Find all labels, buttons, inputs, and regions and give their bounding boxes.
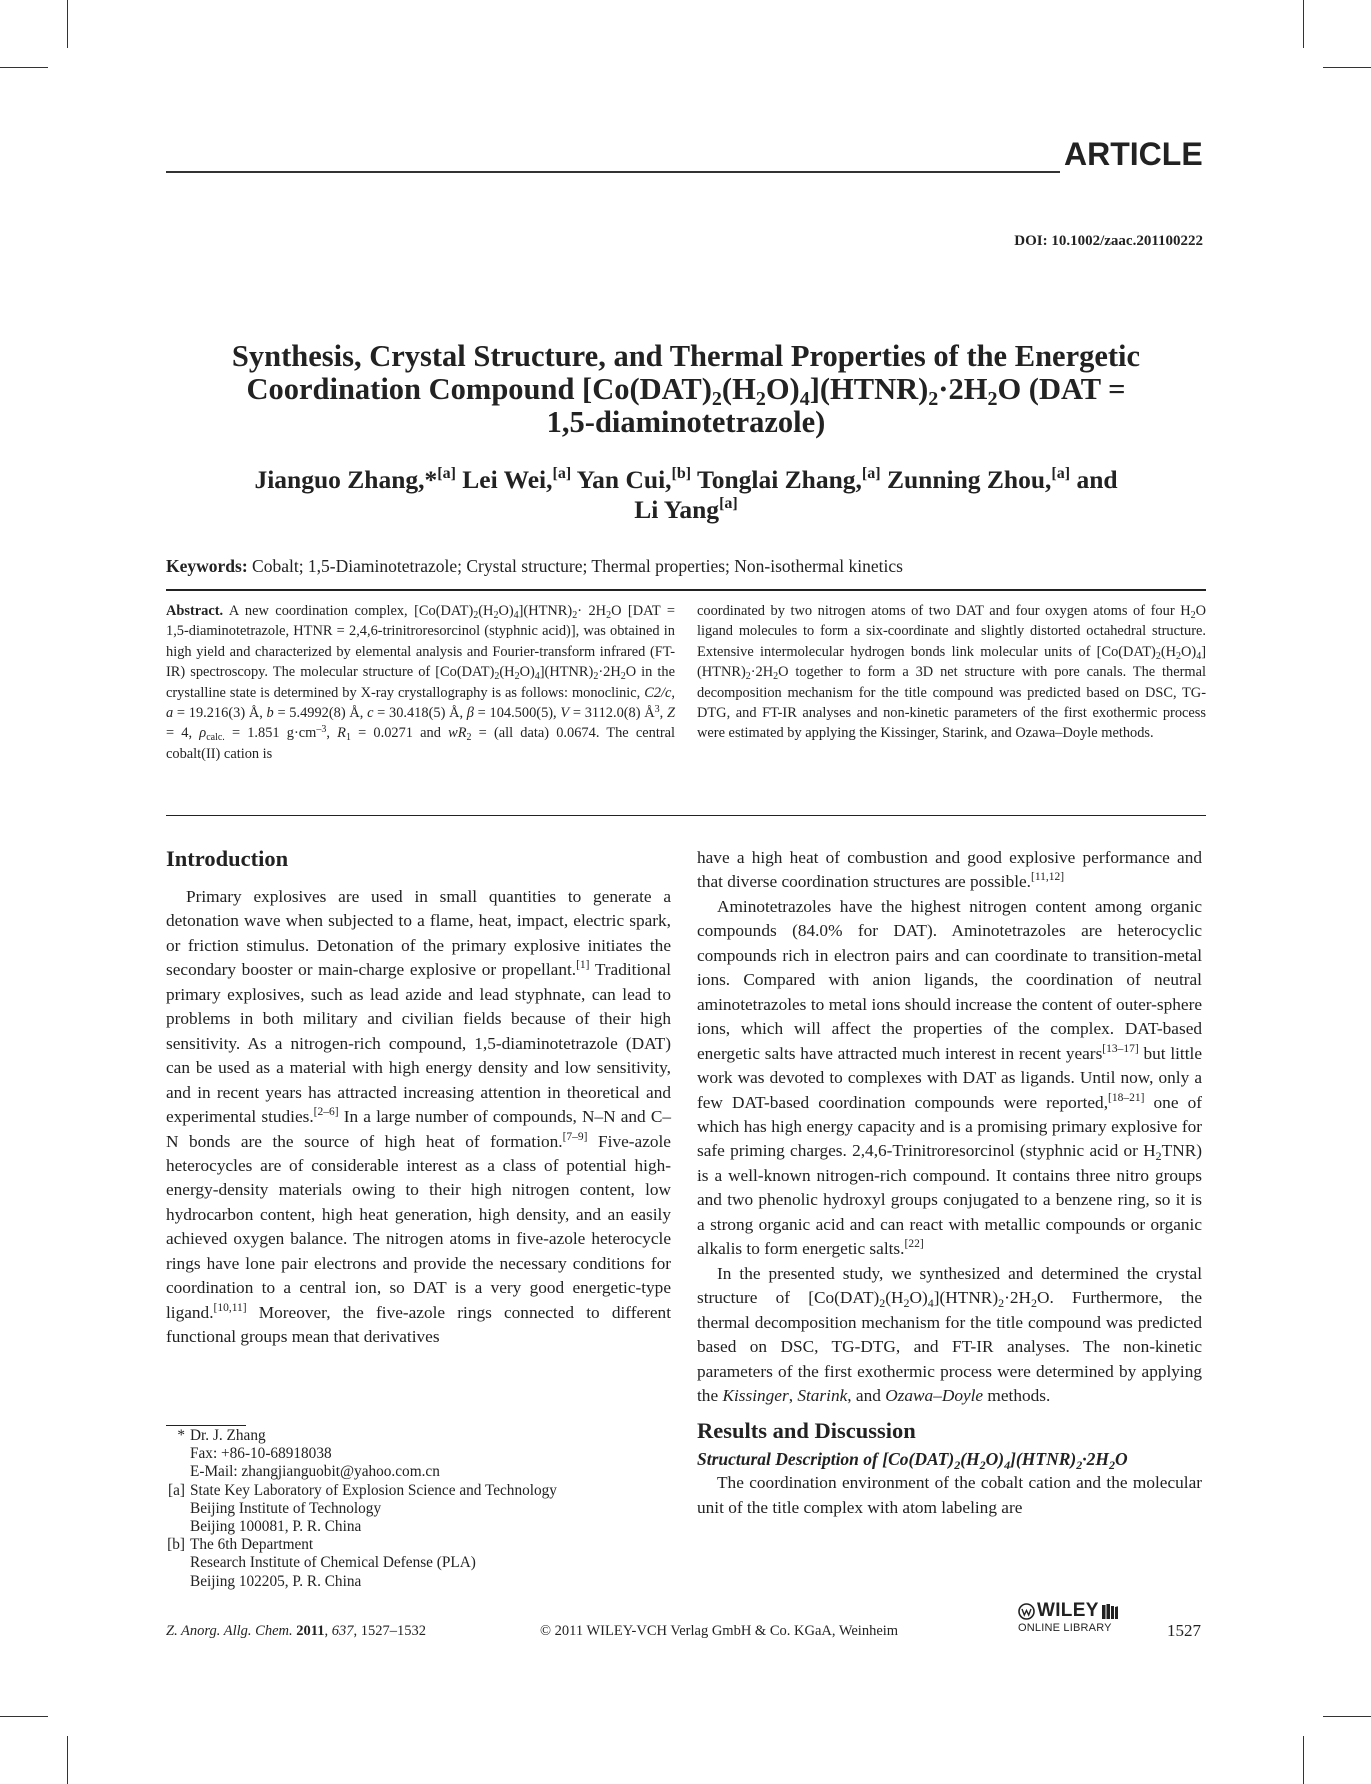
subsection-heading: Structural Description of $[Co(DAT)_2(H_2O)_4](HTNR)_2\cdot 2H_2O$: [697, 1449, 1128, 1473]
title-line: 1,5-diaminotetrazole): [546, 405, 826, 439]
books-icon: [1101, 1603, 1119, 1620]
copyright: © 2011 WILEY-VCH Verlag GmbH & Co. KGaA, Weinheim: [540, 1623, 899, 1639]
abstract-right: coordinated by two nitrogen atoms of two DAT and four oxygen atoms of four $H_2O$ ligand molecules to form a six-coordinate and slightly distorted octahedral structure. Extensive intermolecular hydrogen bonds link molecular units of $[Co(DAT)_2(H_2O)_4](HTNR)_2\cdot 2H_2O$ together to form a 3D net structure with pore canals. The thermal decomposition mechanism for the title compound was predicted based on DSC, TG-DTG, and FT-IR analyses and non-kinetic parameters of the first exothermic process were estimated by applying the Kissinger, Starink, and Ozawa–Doyle methods.: [697, 603, 1206, 742]
keywords: Keywords: Cobalt; 1,5-Diaminotetrazole; Crystal structure; Thermal properties; Non-isothermal kinetics: [166, 556, 903, 576]
paragraph: Primary explosives are used in small quantities to generate a detonation wave when subjected to a flame, heat, impact, electric spark, or friction stimulus. Detonation of the primary explosive initiates the secondary booster or main-charge explosive or propellant.[1] Traditional primary explosives, such as lead azide and lead styphnate, can lead to problems in both military and civilian fields because of their high sensitivity. As a nitrogen-rich compound, 1,5-diaminotetrazole (DAT) can be used as a material with high energy density and low sensitivity, and in recent years has attracted increasing attention in theoretical and experimental studies.[2–6] In a large number of compounds, N–N and C–N bonds are the source of high heat of formation.[7–9] Five-azole heterocycles are of considerable interest as a class of potential high-energy-density materials owing to their high nitrogen content, low hydrocarbon content, high heat generation, high density, and an easily achieved oxygen balance. The nitrogen atoms in five-azole heterocycle rings have lone pair electrons and provide the necessary conditions for coordination to a central ion, so DAT is a very good energetic-type ligand.[10,11] Moreover, the five-azole rings connected to different functional groups mean that derivatives: [166, 887, 671, 1347]
crop-mark: [0, 1716, 48, 1717]
section-heading: Introduction: [166, 846, 289, 871]
crop-mark: [0, 67, 48, 68]
paragraph: have a high heat of combustion and good explosive performance and that diverse coordination structures are possible.[11,12]: [697, 848, 1202, 892]
journal-citation: Z. Anorg. Allg. Chem. 2011, 637, 1527–1532: [166, 1623, 426, 1639]
title-line: Synthesis, Crystal Structure, and Thermal Properties of the Energetic: [231, 339, 1141, 373]
paper-title: [166, 340, 1206, 439]
title-line: Coordination Compound $[Co(DAT)_2(H_2O)_4](HTNR)_2\cdot 2H_2O$ (DAT =: [246, 372, 1126, 410]
crop-mark: [1323, 67, 1371, 68]
footnote-rule: [166, 1425, 246, 1426]
page-number: 1527: [1167, 1621, 1201, 1640]
section-heading: Results and Discussion: [697, 1418, 916, 1444]
wiley-mark-icon: [1018, 1603, 1035, 1620]
abstract-rule: [166, 815, 1206, 816]
crop-mark: [1323, 1716, 1371, 1717]
paragraph: Aminotetrazoles have the highest nitrogen content among organic compounds (84.0% for DAT). Aminotetrazoles are heterocyclic compounds rich in electron pairs and can coordinate to transition-metal ions. Compared with anion ligands, the coordination of neutral aminotetrazoles to metal ions should increase the content of outer-sphere ions, which will affect the properties of the complex. DAT-based energetic salts have attracted much interest in recent years[13–17] but little work was devoted to complexes with DAT as ligands. Until now, only a few DAT-based coordination compounds were reported,[18–21] one of which has high energy capacity and is a promising primary explosive for safe priming charges. 2,4,6-Trinitroresorcinol (styphnic acid or $H_2TNR$) is a well-known nitrogen-rich compound. It contains three nitro groups and two phenolic hydroxyl groups conjugated to a benzene ring, so it is a strong organic acid and can react with metallic compounds or organic alkalis to form energetic salts.[22]: [697, 896, 1202, 1259]
footnotes: * Dr. J. Zhang Fax: +86-10-68918038 E-Mail: zhangjianguobit@yahoo.com.cn [a] State Key Laboratory of Explosion Science and Technology Beijing Institute of Technology Beijing 100081, P. R. China [b] The 6th Department Research Institute of Chemical Defense (PLA) Beijing 102205, P. R. China: [167, 1427, 557, 1590]
body-right-column: [697, 846, 1202, 1520]
header-rule: [166, 171, 1060, 173]
crop-mark: [1303, 0, 1304, 48]
section-label: ARTICLE: [1064, 136, 1203, 172]
body-left-column: [166, 846, 671, 1350]
author-list: Jianguo Zhang,*[a] Lei Wei,[a] Yan Cui,[b] Tonglai Zhang,[a] Zunning Zhou,[a] and Li Yang[a]: [254, 465, 1118, 524]
crop-mark: [67, 1736, 68, 1784]
wiley-online-library-logo: WILEY ONLINE LIBRARY: [1018, 1600, 1120, 1634]
crop-mark: [1303, 1736, 1304, 1784]
paragraph: The coordination environment of the cobalt cation and the molecular unit of the title complex with atom labeling are: [697, 1473, 1202, 1517]
doi: DOI: 10.1002/zaac.201100222: [1014, 233, 1203, 249]
crop-mark: [67, 0, 68, 48]
paragraph: In the presented study, we synthesized and determined the crystal structure of $[Co(DAT)_2(H_2O)_4](HTNR)_2\cdot 2H_2O$. Furthermore, the thermal decomposition mechanism for the title compound was predicted based on DSC, TG-DTG, and FT-IR analyses. The non-kinetic parameters of the first exothermic process were determined by applying the Kissinger, Starink, and Ozawa–Doyle methods.: [697, 1263, 1202, 1405]
abstract-left: Abstract. A new coordination complex, $[Co(DAT)_2(H_2O)_4](HTNR)_2\cdot 2H_2O$ [DAT = 1,5-diaminotetrazole, HTNR = 2,4,6-trinitroresorcinol (styphnic acid)], was obtained in high yield and characterized by elemental analysis and Fourier-transform infrared (FT-IR) spectroscopy. The molecular structure of $[Co(DAT)_2(H_2O)_4](HTNR)_2\cdot 2H_2O$ in the crystalline state is determined by X-ray crystallography is as follows: monoclinic, C2/c, a = 19.216(3) Å, b = 5.4992(8) Å, c = 30.418(5) Å, β = 104.500(5), V = 3112.0(8) $Å^3$, Z = 4, $\rho_{calc.} = 1.851$ $g\cdot cm^{-3}$, $R_1 = 0.0271$ and $wR_2 = (all$ data) 0.0674. The central cobalt(II) cation is: [166, 603, 676, 762]
keywords-rule: [166, 589, 1206, 591]
